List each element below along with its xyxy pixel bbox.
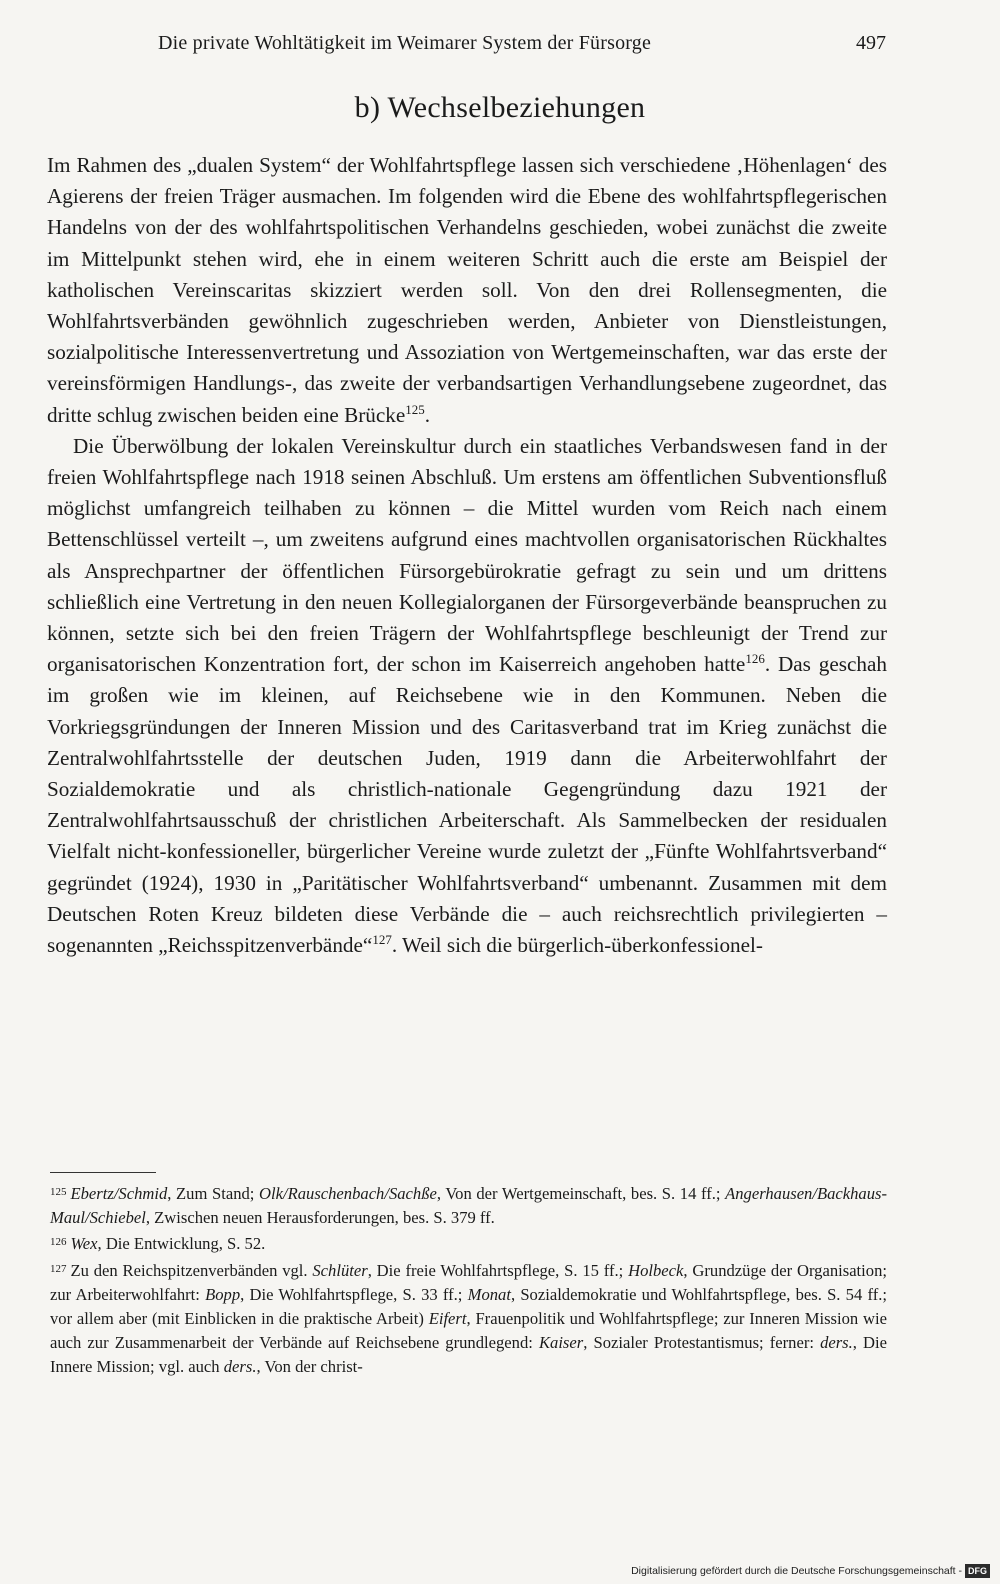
- paragraph-2: [47, 431, 887, 961]
- paragraph-1: [47, 150, 887, 431]
- footnote-author: Angerhausen/Backhaus-Maul/Schiebel: [50, 1184, 888, 1228]
- running-title: Die private Wohltätigkeit im Weimarer System der Fürsorge: [158, 32, 652, 54]
- footnote-author: Monat: [467, 1284, 511, 1304]
- dfg-logo-icon: DFG: [965, 1564, 990, 1578]
- footnote-number: 125: [50, 1186, 67, 1198]
- footnote-text: , Sozialdemokratie und Wohlfahrtspflege, bes. S. 54 ff.; vor allem aber (mit Einblicken in die praktische Arbeit): [50, 1284, 887, 1329]
- footnote-text: Zu den Reichspitzenverbänden vgl.: [70, 1260, 313, 1280]
- digitization-credit: [631, 1564, 990, 1578]
- footnote-author: Schlüter: [312, 1260, 368, 1280]
- footnote-author: Olk/Rauschenbach/Sachße: [259, 1184, 437, 1203]
- paragraph-text: Die Überwölbung der lokalen Vereinskultur durch ein staatliches Verbandswesen fand in der freien Wohlfahrtspflege nach 1918 seinen Abschluß. Um erstens am öffentlichen Subventionsfluß möglichst umfangreich teilhaben zu können – die Mittel wurden vom Reich nach einem Bettenschlüssel verteilt –, um zweitens aufgrund eines machtvollen organisatorischen Rückhaltes als Ansprechpartner der öffentlichen Fürsorgebürokratie gefragt zu sein und um drittens schließlich eine Vertretung in den neuen Kollegialorganen der Fürsorgeverbände beanspruchen zu können, setzte sich bei den freien Trägern der Wohlfahrtspflege beschleunigt der Trend zur organisatorischen Konzentration fort, der schon im Kaiserreich angehoben hatte: [47, 433, 887, 677]
- footnote-127: [50, 1257, 887, 1380]
- footnote-ref: 125: [405, 401, 425, 417]
- footnote-author: Bopp: [205, 1284, 241, 1304]
- footnote-divider: [50, 1172, 156, 1173]
- paragraph-tail: .: [424, 402, 431, 427]
- footnote-126: [50, 1230, 887, 1256]
- footnote-text: , Frauenpolitik und Wohlfahrtspflege; zur Inneren Mission wie auch zur Zusammenarbeit der Verbände auf Reichsebene grundlegend:: [50, 1309, 887, 1353]
- footnote-number: 126: [50, 1236, 67, 1249]
- footnote-text: , Zum Stand;: [167, 1184, 260, 1203]
- footnote-author: Wex: [70, 1234, 98, 1254]
- footnote-125: [50, 1180, 887, 1230]
- credit-text: Digitalisierung gefördert durch die Deutsche Forschungsgemeinschaft -: [631, 1564, 962, 1577]
- paragraph-tail: . Das geschah im großen wie im kleinen, auf Reichsebene wie in den Kommunen. Neben die Vorkriegsgründungen der Inneren Mission und des Caritasverband trat im Krieg zunächst die Zentralwohlfahrtsstelle der deutschen Juden, 1919 dann die Arbeiterwohlfahrt der Sozialdemokratie und als christlich-nationale Gegengründung dazu 1921 der Zentralwohlfahrtsausschuß der christlichen Arbeiterschaft. Als Sammelbecken der residualen Vielfalt nicht-konfessioneller, bürgerlicher Vereine wurde zuletzt der „Fünfte Wohlfahrtsverband“ gegründet (1924), 1930 in „Paritätischer Wohlfahrtsverband“ umbenannt. Zusammen mit dem Deutschen Roten Kreuz bildeten diese Verbände die – auch reichsrechtlich privilegierten – sogenannten „Reichsspitzenverbände“: [47, 652, 887, 958]
- footnote-text: , Von der christ-: [256, 1357, 363, 1377]
- footnote-text: , Die Entwicklung, S. 52.: [97, 1234, 266, 1254]
- footnote-text: , Grundzüge der Organisation; zur Arbeiterwohlfahrt:: [50, 1260, 887, 1304]
- footnote-author: Kaiser: [538, 1333, 584, 1353]
- footnote-text: , Die freie Wohlfahrtspflege, S. 15 ff.;: [367, 1260, 629, 1280]
- page-number: 497: [856, 32, 886, 54]
- footnote-text: , Die Innere Mission; vgl. auch: [50, 1333, 888, 1377]
- paragraph-text: Im Rahmen des „dualen System“ der Wohlfahrtspflege lassen sich verschiedene ‚Höhenlagen‘ des Agierens der freien Träger ausmachen. Im folgenden wird die Ebene des wohlfahrtspflegerischen Handelns von der des wohlfahrtspolitischen Verhandelns geschieden, wobei zunächst die zweite im Mittelpunkt stehen wird, ehe in einem weiteren Schritt auch die erste am Beispiel der katholischen Vereinscaritas skizziert werden soll. Von den drei Rollensegmenten, die Wohlfahrtsverbänden gewöhnlich zugeschrieben werden, Anbieter von Dienstleistungen, sozialpolitische Interessenvertretung und Assoziation von Wertgemeinschaften, war das erste der vereinsförmigen Handlungs-, das zweite der verbandsartigen Verhandlungsebene zugeordnet, das dritte schlug zwischen beiden eine Brücke: [47, 153, 887, 427]
- paragraph-tail: . Weil sich die bürgerlich-überkonfessionel-: [391, 933, 763, 958]
- footnote-author: ders.: [820, 1333, 853, 1353]
- footnote-author: Ebertz/Schmid: [70, 1184, 168, 1203]
- footnote-number: 127: [50, 1262, 67, 1275]
- footnote-author: Eifert: [428, 1309, 467, 1329]
- section-title: b) Wechselbeziehungen: [354, 91, 646, 124]
- footnote-author: ders.: [223, 1357, 257, 1377]
- footnote-text: , Sozialer Protestantismus; ferner:: [583, 1333, 821, 1353]
- footnote-ref: 127: [372, 932, 392, 948]
- footnote-text: , Die Wohlfahrtspflege, S. 33 ff.;: [240, 1284, 468, 1304]
- footnote-text: , Zwischen neuen Herausforderungen, bes. S. 379 ff.: [145, 1208, 495, 1228]
- footnote-text: , Von der Wertgemeinschaft, bes. S. 14 ff.;: [436, 1184, 726, 1203]
- footnotes: [50, 1180, 887, 1380]
- body-text: [47, 150, 887, 961]
- footnote-ref: 126: [745, 651, 765, 667]
- footnote-author: Holbeck: [628, 1260, 684, 1280]
